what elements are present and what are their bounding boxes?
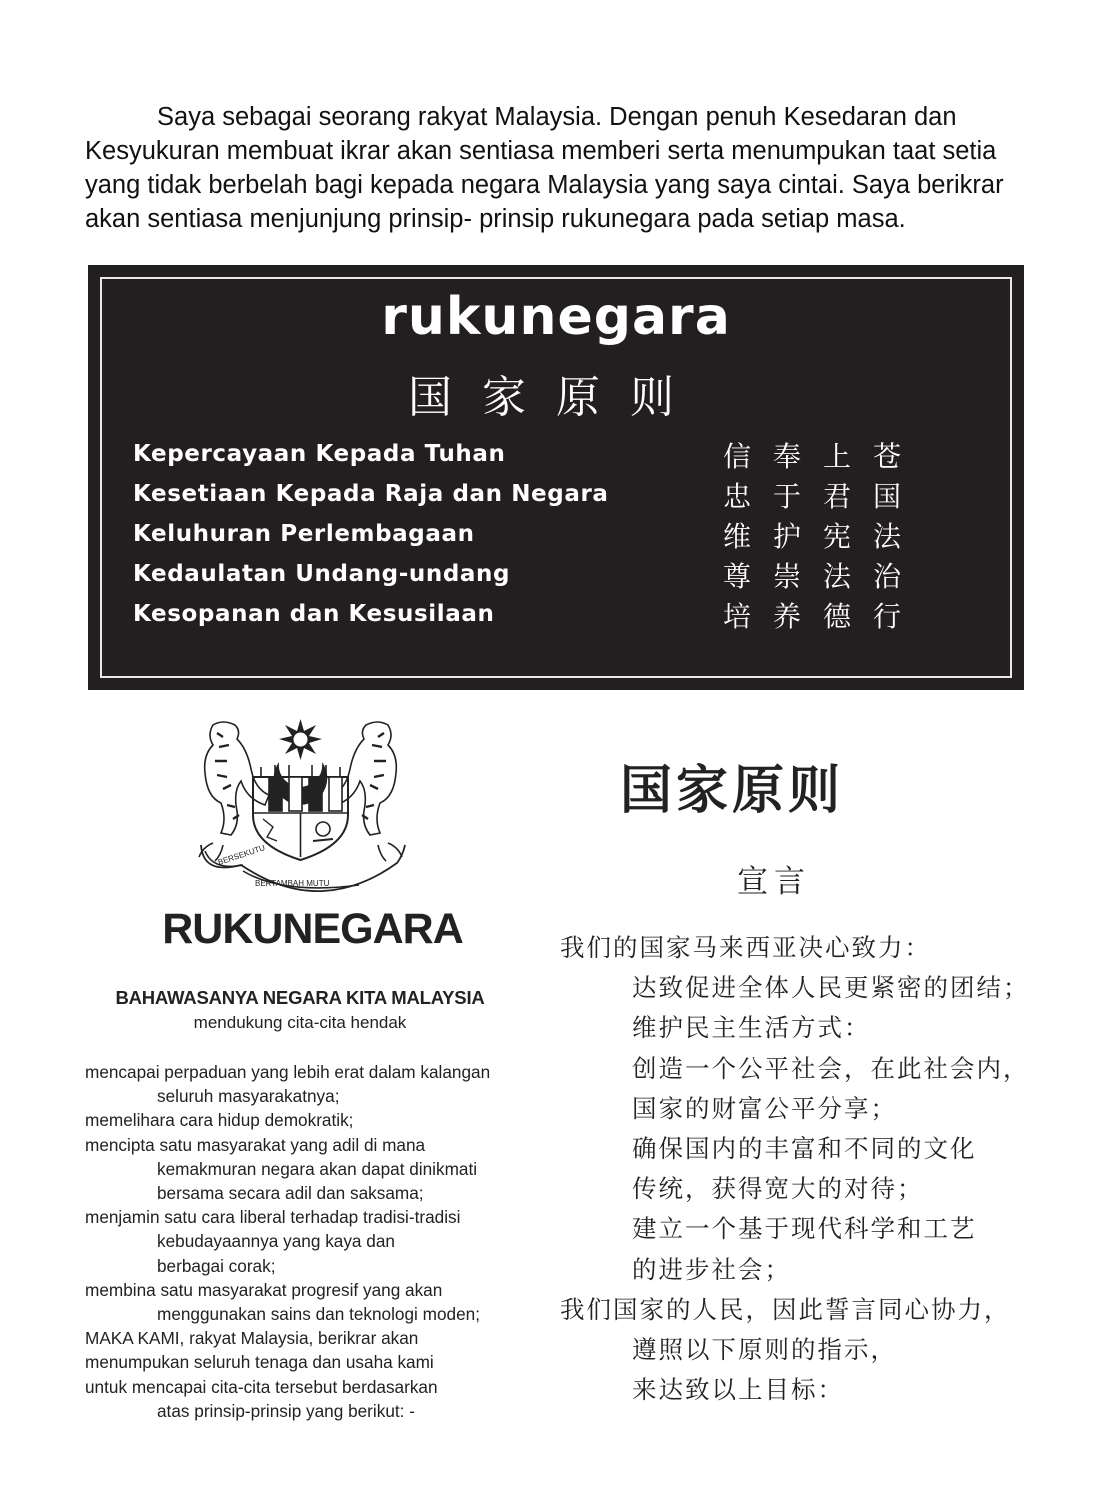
malay-line: memelihara cara hidup demokratik; — [85, 1110, 354, 1131]
malay-line: kemakmuran negara akan dapat dinikmati — [157, 1158, 478, 1179]
principle-chinese: 信奉上苍 — [723, 440, 924, 473]
principle-malay: Kesopanan dan Kesusilaan — [133, 601, 495, 627]
malay-declaration-body — [85, 1060, 555, 1423]
chinese-line: 传统，获得宽大的对待； — [632, 1174, 924, 1204]
principles-list — [133, 435, 993, 635]
pledge-line: akan sentiasa menjunjung prinsip- prinsip rukunegara pada setiap masa. — [85, 205, 906, 233]
pledge-paragraph — [85, 100, 1035, 236]
chinese-line: 国家的财富公平分享； — [632, 1093, 897, 1123]
malay-line: seluruh masyarakatnya; — [157, 1086, 340, 1107]
panel-title-chinese: 国家原则 — [408, 372, 704, 423]
rukunegara-principles-panel — [88, 265, 1024, 690]
principle-chinese: 忠于君国 — [723, 480, 924, 513]
chinese-line: 建立一个基于现代科学和工艺 — [632, 1214, 977, 1244]
malay-line: menumpukan seluruh tenaga dan usaha kami — [85, 1352, 434, 1373]
principle-malay: Kesetiaan Kepada Raja dan Negara — [133, 481, 609, 507]
pledge-line: Kesyukuran membuat ikrar akan sentiasa memberi serta menumpukan taat setia — [85, 137, 997, 165]
chinese-declaration-title: 宣言 — [737, 864, 811, 900]
chinese-line: 的进步社会； — [632, 1254, 791, 1284]
motto-center: BERTAMBAH MUTU — [255, 879, 330, 888]
malay-line: menggunakan sains dan teknologi moden; — [157, 1304, 480, 1325]
principle-row — [133, 595, 993, 635]
malay-line: membina satu masyarakat progresif yang akan — [85, 1279, 443, 1300]
chinese-line: 达致促进全体人民更紧密的团结； — [632, 973, 1030, 1003]
malay-heading: RUKUNEGARA — [162, 905, 463, 953]
principle-chinese: 尊崇法治 — [723, 560, 924, 593]
chinese-line: 维护民主生活方式： — [632, 1013, 871, 1043]
malay-line: mencapai perpaduan yang lebih erat dalam kalangan — [85, 1062, 491, 1082]
malay-line: kebudayaannya yang kaya dan — [157, 1231, 395, 1252]
coat-of-arms-icon — [183, 715, 418, 895]
malay-subheading: BAHAWASANYA NEGARA KITA MALAYSIA — [115, 987, 485, 1008]
pledge-line: yang tidak berbelah bagi kepada negara Malaysia yang saya cintai. Saya berikrar — [85, 171, 1004, 199]
chinese-line: 创造一个公平社会，在此社会内， — [632, 1053, 1030, 1083]
principle-malay: Keluhuran Perlembagaan — [133, 521, 475, 547]
principle-chinese: 培养德行 — [723, 600, 924, 633]
principle-row — [133, 555, 993, 595]
motto-left: BERSEKUTU — [216, 843, 267, 867]
principle-malay: Kepercayaan Kepada Tuhan — [133, 441, 506, 467]
chinese-line: 来达致以上目标： — [632, 1375, 844, 1405]
principle-chinese: 维护宪法 — [723, 520, 924, 553]
chinese-line: 我们国家的人民，因此誓言同心协力， — [560, 1294, 1011, 1324]
malay-line: menjamin satu cara liberal terhadap tradisi-tradisi — [85, 1207, 461, 1228]
principle-row — [133, 515, 993, 555]
principle-row — [133, 475, 993, 515]
malay-line: berbagai corak; — [157, 1255, 276, 1276]
chinese-line: 我们的国家马来西亚决心致力： — [560, 933, 931, 962]
chinese-line: 遵照以下原则的指示， — [632, 1335, 897, 1365]
principle-row — [133, 435, 993, 475]
chinese-heading: 国家原则 — [620, 760, 845, 821]
malay-line: MAKA KAMI, rakyat Malaysia, berikrar akan — [85, 1328, 419, 1349]
malay-line: mencipta satu masyarakat yang adil di mana — [85, 1134, 426, 1155]
principle-malay: Kedaulatan Undang-undang — [133, 561, 511, 587]
malay-line: untuk mencapai cita-cita tersebut berdasarkan — [85, 1376, 438, 1397]
malay-subheading-2: mendukung cita-cita hendak — [193, 1013, 407, 1032]
malay-line: atas prinsip-prinsip yang berikut: - — [157, 1400, 415, 1421]
chinese-declaration-body — [560, 928, 1060, 1410]
pledge-line: Saya sebagai seorang rakyat Malaysia. Dengan penuh Kesedaran dan — [157, 103, 957, 131]
panel-title: rukunegara — [381, 287, 731, 347]
chinese-line: 确保国内的丰富和不同的文化 — [632, 1134, 977, 1164]
malay-line: bersama secara adil dan saksama; — [157, 1183, 424, 1204]
